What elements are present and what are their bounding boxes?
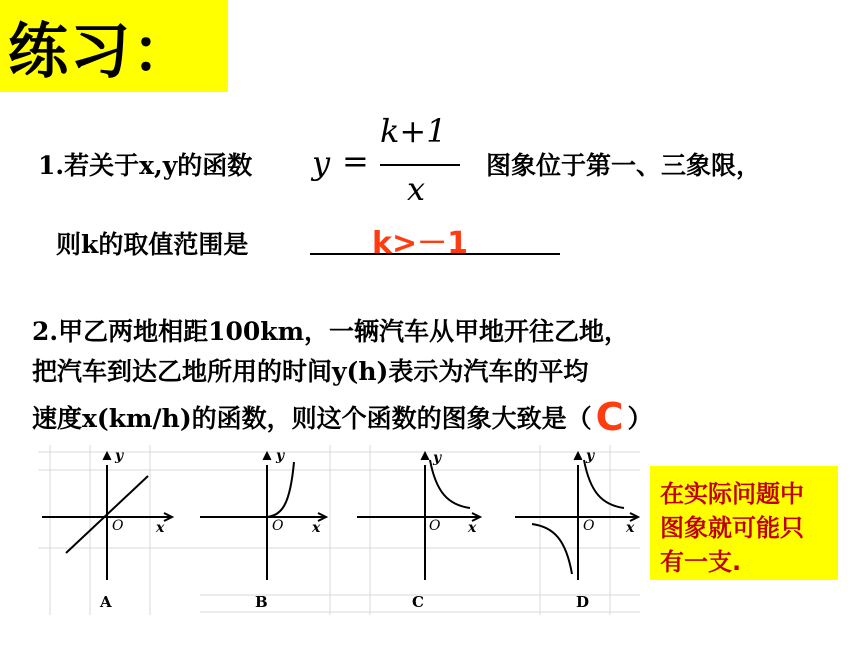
formula-equals: = — [342, 142, 369, 180]
formula-numerator: k+1 — [380, 112, 447, 150]
q1-suffix: 图象位于第一、三象限， — [486, 151, 762, 180]
formula-denominator: x — [407, 170, 426, 208]
q2-line1: 2.甲乙两地相距100km，一辆汽车从甲地开往乙地， — [32, 317, 630, 346]
graph-d-curve-lower — [532, 524, 572, 574]
graph-b-label: B — [255, 593, 268, 611]
q2-answer: C — [595, 395, 624, 439]
graph-d-origin: O — [583, 518, 595, 534]
graph-c-curve — [430, 460, 470, 508]
graph-c-ylabel: y — [433, 450, 442, 466]
graph-a-origin: O — [112, 518, 124, 534]
q1-line2: 则k的取值范围是 — [56, 230, 249, 259]
formula-lhs: y — [312, 144, 331, 182]
graph-d-ylabel: y — [586, 448, 595, 464]
note-line2: 图象就可能只 — [660, 514, 804, 542]
q2-line3-before: 速度x(km/h)的函数，则这个函数的图象大致是（ — [32, 404, 592, 433]
graph-d-curve-upper — [584, 460, 624, 508]
graph-b-xlabel: x — [312, 520, 321, 536]
graph-d-label: D — [576, 593, 590, 611]
graph-a — [42, 448, 172, 611]
graph-b-ylabel: y — [276, 448, 285, 464]
graph-a-ylabel: y — [115, 448, 124, 464]
graph-c-xlabel: x — [468, 520, 477, 536]
note-line3: 有一支. — [660, 548, 742, 576]
graph-c-label: C — [412, 593, 424, 611]
graph-b — [200, 448, 326, 611]
note-line1: 在实际问题中 — [660, 480, 804, 508]
q1-prefix: 1.若关于x,y的函数 — [38, 151, 253, 180]
graph-d — [515, 448, 638, 611]
graph-a-label: A — [100, 593, 112, 611]
q2-line2: 把汽车到达乙地所用的时间y(h)表示为汽车的平均 — [32, 357, 589, 386]
q2-line3-after: ） — [627, 404, 653, 433]
graph-c-origin: O — [429, 518, 441, 534]
note-box — [650, 466, 838, 580]
title: 练习： — [8, 17, 194, 87]
q1-answer: k>－1 — [372, 226, 468, 261]
graph-b-origin: O — [272, 518, 284, 534]
graph-a-xlabel: x — [156, 520, 165, 536]
graph-d-xlabel: x — [626, 520, 635, 536]
graph-c — [357, 450, 480, 611]
